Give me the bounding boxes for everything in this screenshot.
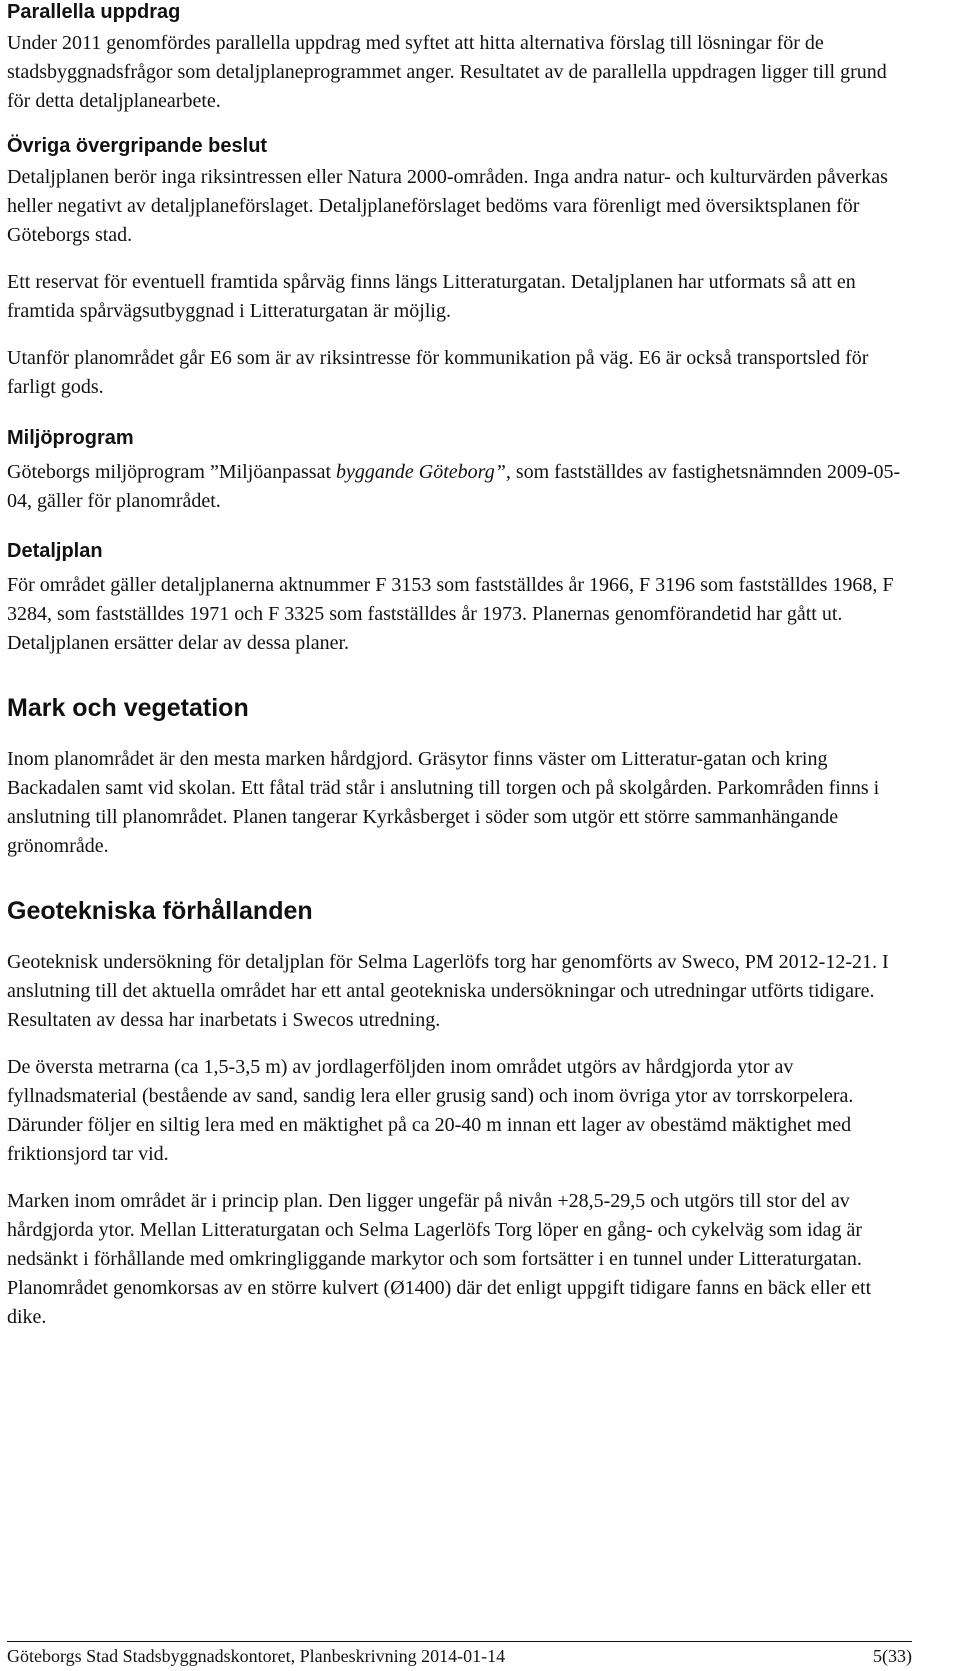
footer-divider	[7, 1641, 912, 1642]
heading-parallella-uppdrag: Parallella uppdrag	[7, 1, 181, 23]
heading-geotekniska: Geotekniska förhållanden	[7, 897, 313, 925]
heading-mark-vegetation: Mark och vegetation	[7, 694, 249, 722]
paragraph-ovriga-2: Ett reservat för eventuell framtida spårväg finns längs Litteraturgatan. Detaljplanen har utformats så att en framtida spårvägsutbyggnad i Litteraturgatan är möjlig.	[7, 271, 856, 322]
paragraph-ovriga-3: Utanför planområdet går E6 som är av riksintresse för kommunikation på väg. E6 är också transportsled för farligt gods.	[7, 347, 869, 398]
paragraph-geo-2: De översta metrarna (ca 1,5-3,5 m) av jordlagerföljden inom området utgörs av hårdgjorda ytor av fyllnadsmaterial (bestående av sand, sandig lera eller grusig sand) och inom övriga ytor av torrskorpelera. Därunder följer en siltig lera med en mäktighet på ca 20-40 m innan ett lager av obestämd mäktighet med friktionsjord tar vid.	[7, 1056, 854, 1165]
paragraph-geo-1: Geoteknisk undersökning för detaljplan för Selma Lagerlöfs torg har genomförts av Sweco, PM 2012-12-21. I anslutning till det aktuella området har ett antal geotekniska undersökningar och utredningar utförts tidigare. Resultaten av dessa har inarbetats i Swecos utredning.	[7, 951, 889, 1031]
heading-detaljplan: Detaljplan	[7, 540, 103, 562]
heading-ovriga-beslut: Övriga övergripande beslut	[7, 135, 268, 157]
paragraph-detaljplan: För området gäller detaljplanerna aktnummer F 3153 som fastställdes år 1966, F 3196 som fastställdes 1968, F 3284, som fastställdes 1971 och F 3325 som fastställdes år 1973. Planernas genomförandetid har gått ut. Detaljplanen ersätter delar av dessa planer.	[7, 574, 894, 654]
paragraph-ovriga-1: Detaljplanen berör inga riksintressen eller Natura 2000-områden. Inga andra natur- och kulturvärden påverkas heller negativt av detaljplaneförslaget. Detaljplaneförslaget bedöms vara förenligt med översiktsplanen för Göteborgs stad.	[7, 166, 888, 246]
miljo-text-italic: byggande Göteborg”,	[336, 461, 511, 483]
paragraph-parallella: Under 2011 genomfördes parallella uppdrag med syftet att hitta alternativa förslag till lösningar för de stadsbyggnadsfrågor som detaljplaneprogrammet anger. Resultatet av de parallella uppdragen ligger till grund för detta detaljplanearbete.	[7, 32, 887, 112]
miljo-text-start: Göteborgs miljöprogram ”Miljöanpassat	[7, 461, 337, 483]
footer-page-number: 5(33)	[873, 1646, 912, 1666]
paragraph-geo-3: Marken inom området är i princip plan. Den ligger ungefär på nivån +28,5-29,5 och utgörs till stor del av hårdgjorda ytor. Mellan Litteraturgatan och Selma Lagerlöfs Torg löper en gång- och cykelväg som idag är nedsänkt i förhållande med omkringliggande markytor och som fortsätter i en tunnel under Litteraturgatan. Planområdet genomkorsas av en större kulvert (Ø1400) där det enligt uppgift tidigare fanns en bäck eller ett dike.	[7, 1190, 872, 1328]
miljo-text-end: som fastställdes av fastighetsnämnden 2009-05-04, gäller för planområdet.	[7, 461, 901, 512]
paragraph-miljoprogram	[7, 458, 912, 516]
document-page	[7, 0, 912, 1332]
footer-document-info: Göteborgs Stad Stadsbyggnadskontoret, Planbeskrivning 2014-01-14	[7, 1646, 506, 1666]
page-footer	[7, 1643, 912, 1669]
paragraph-mark-vegetation: Inom planområdet är den mesta marken hårdgjord. Gräsytor finns väster om Litteratur-gatan och kring Backadalen samt vid skolan. Ett fåtal träd står i anslutning till torgen och på skolgården. Parkområden finns i anslutning till planområdet. Planen tangerar Kyrkåsberget i söder som utgör ett större sammanhängande grönområde.	[7, 748, 880, 857]
heading-miljoprogram: Miljöprogram	[7, 427, 134, 449]
